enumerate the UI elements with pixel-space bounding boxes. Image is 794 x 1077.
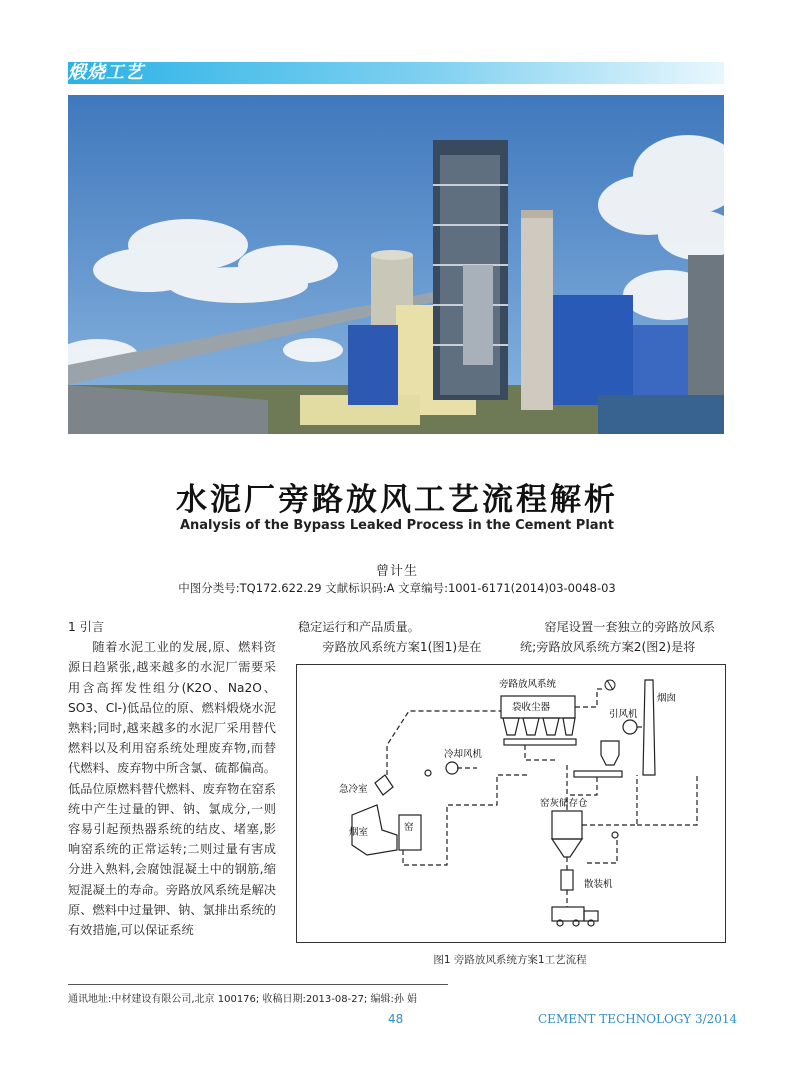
label-bagfilter: 袋收尘器 (512, 702, 551, 713)
label-system: 旁路放风系统 (499, 679, 557, 690)
column-2-line-2: 旁路放风系统方案1(图1)是在 (322, 640, 482, 655)
column-3-line-1: 窑尾设置一套独立的旁路放风系 (544, 620, 716, 634)
section-header-bar (68, 62, 724, 84)
label-cooling-fan: 冷却风机 (444, 749, 483, 760)
label-fan: 引风机 (609, 709, 638, 720)
label-ash-silo: 窑灰储存仓 (540, 798, 588, 809)
page-number: 48 (388, 1012, 404, 1026)
column-1 (68, 617, 276, 940)
footnote-divider (68, 984, 448, 985)
column-2-line-1: 稳定运行和产品质量。 (298, 620, 420, 634)
label-smoke-chamber: 烟室 (349, 827, 369, 838)
cement-plant-photo (68, 95, 724, 434)
author: 曾计生 (375, 564, 418, 579)
article-title-en: Analysis of the Bypass Leaked Process in the Cement Plant (179, 518, 615, 533)
classification-meta: 中图分类号:TQ172.622.29 文献标识码:A 文章编号:1001-6171(2014)03-0048-03 (178, 581, 616, 595)
label-kiln: 窑 (404, 822, 414, 833)
article-title-cn: 水泥厂旁路放风工艺流程解析 (176, 482, 618, 518)
column-2 (298, 617, 500, 657)
figure-caption: 图1 旁路放风系统方案1工艺流程 (433, 954, 587, 966)
label-quench: 急冷室 (339, 784, 368, 795)
column-3-line-2: 统;旁路放风系统方案2(图2)是将 (520, 640, 696, 655)
intro-paragraph: 随着水泥工业的发展,原、燃料资源日趋紧张,越来越多的水泥厂需要采用含高挥发性组分(K2O、Na2O、SO3、Cl-)低品位的原、燃料煅烧水泥熟料;同时,越来越多的水泥厂采用替代燃料以及利用窑系统处理废弃物,而替代燃料、废弃物中所含氯、硫都偏高。低品位原燃料替代燃料、废弃物在窑系统中产生过量的钾、钠、氯成分,一则容易引起预热器系统的结皮、堵塞,影响窑系统的正常运转;二则过量有害成分进入熟料,会腐蚀混凝土中的钢筋,缩短混凝土的寿命。旁路放风系统是解决原、燃料中过量钾、钠、氯排出系统的有效措施,可以保证系统 (68, 640, 276, 938)
process-flow-figure (296, 664, 726, 943)
footnote-address: 通讯地址:中材建设有限公司,北京 100176; 收稿日期:2013-08-27; 编辑:孙 娟 (68, 994, 418, 1005)
label-bulk: 散装机 (584, 879, 613, 890)
column-3 (520, 617, 724, 657)
journal-name: CEMENT TECHNOLOGY 3/2014 (538, 1012, 738, 1026)
section-label: 煅烧工艺 (68, 62, 144, 83)
section-heading: 1 引言 (68, 620, 105, 634)
label-chimney: 烟囱 (657, 693, 677, 704)
